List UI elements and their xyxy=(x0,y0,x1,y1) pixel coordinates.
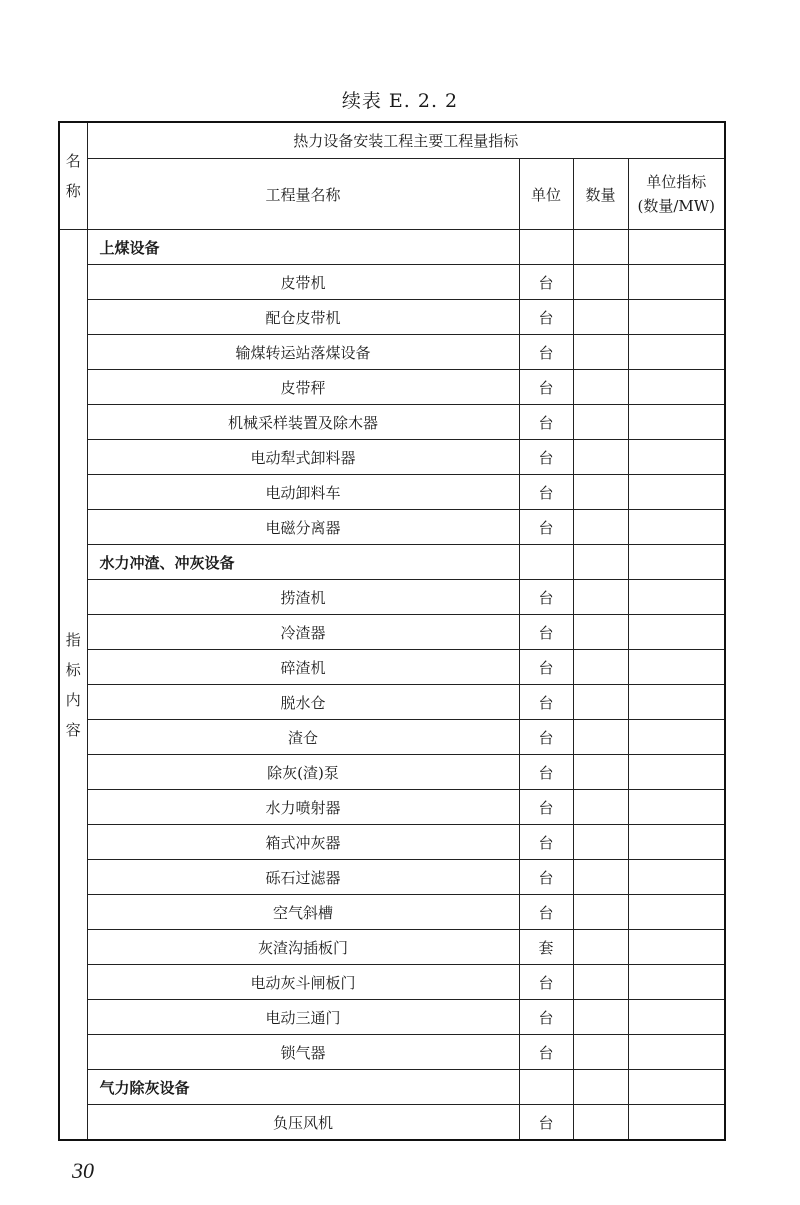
cell-qty xyxy=(573,1105,628,1141)
table-row xyxy=(59,580,725,615)
table-row xyxy=(59,510,725,545)
cell-qty xyxy=(573,230,628,265)
cell-unit: 台 xyxy=(519,440,573,475)
cell-name: 机械采样装置及除木器 xyxy=(87,405,519,440)
cell-name: 脱水仓 xyxy=(87,685,519,720)
cell-name: 水力冲渣、冲灰设备 xyxy=(87,545,519,580)
cell-index xyxy=(628,230,725,265)
cell-name: 皮带机 xyxy=(87,265,519,300)
page-number: 30 xyxy=(72,1158,94,1183)
table-caption: 续表 E. 2. 2 xyxy=(341,90,459,112)
cell-index xyxy=(628,825,725,860)
cell-qty xyxy=(573,370,628,405)
cell-name: 碎渣机 xyxy=(87,650,519,685)
table-row xyxy=(59,720,725,755)
cell-unit xyxy=(519,1070,573,1105)
cell-index xyxy=(628,265,725,300)
table-row xyxy=(59,300,725,335)
cell-name: 砾石过滤器 xyxy=(87,860,519,895)
cell-unit: 台 xyxy=(519,1035,573,1070)
cell-unit xyxy=(519,230,573,265)
side-label-index-content: 指 标 内 容 xyxy=(59,230,87,1141)
cell-unit: 台 xyxy=(519,755,573,790)
cell-qty xyxy=(573,930,628,965)
cell-qty xyxy=(573,475,628,510)
cell-qty xyxy=(573,790,628,825)
engineering-quantity-table xyxy=(58,121,726,1141)
table-row xyxy=(59,790,725,825)
table-row xyxy=(59,265,725,300)
cell-name: 输煤转运站落煤设备 xyxy=(87,335,519,370)
cell-unit: 台 xyxy=(519,965,573,1000)
cell-name: 灰渣沟插板门 xyxy=(87,930,519,965)
cell-unit: 台 xyxy=(519,265,573,300)
cell-unit: 台 xyxy=(519,335,573,370)
cell-name: 水力喷射器 xyxy=(87,790,519,825)
cell-name: 箱式冲灰器 xyxy=(87,825,519,860)
cell-name: 渣仓 xyxy=(87,720,519,755)
table-row xyxy=(59,440,725,475)
cell-unit xyxy=(519,545,573,580)
cell-qty xyxy=(573,335,628,370)
table-row xyxy=(59,335,725,370)
table-row xyxy=(59,685,725,720)
cell-qty xyxy=(573,1070,628,1105)
column-header-name: 工程量名称 xyxy=(87,159,519,230)
cell-qty xyxy=(573,300,628,335)
section-row xyxy=(59,1070,725,1105)
cell-name: 空气斜槽 xyxy=(87,895,519,930)
table-row xyxy=(59,405,725,440)
cell-qty xyxy=(573,545,628,580)
table-row xyxy=(59,1105,725,1141)
cell-unit: 台 xyxy=(519,510,573,545)
cell-name: 电动卸料车 xyxy=(87,475,519,510)
cell-index xyxy=(628,580,725,615)
cell-unit: 台 xyxy=(519,475,573,510)
cell-name: 电动三通门 xyxy=(87,1000,519,1035)
table-row xyxy=(59,650,725,685)
cell-qty xyxy=(573,860,628,895)
cell-name: 除灰(渣)泵 xyxy=(87,755,519,790)
cell-name: 锁气器 xyxy=(87,1035,519,1070)
cell-unit: 套 xyxy=(519,930,573,965)
cell-qty xyxy=(573,1000,628,1035)
cell-index xyxy=(628,440,725,475)
cell-name: 皮带秤 xyxy=(87,370,519,405)
section-row xyxy=(59,545,725,580)
section-row xyxy=(59,230,725,265)
cell-unit: 台 xyxy=(519,685,573,720)
cell-index xyxy=(628,895,725,930)
cell-index xyxy=(628,965,725,1000)
cell-name: 气力除灰设备 xyxy=(87,1070,519,1105)
cell-index xyxy=(628,860,725,895)
cell-index xyxy=(628,405,725,440)
cell-unit: 台 xyxy=(519,790,573,825)
cell-unit: 台 xyxy=(519,580,573,615)
cell-index xyxy=(628,300,725,335)
cell-index xyxy=(628,720,725,755)
cell-unit: 台 xyxy=(519,405,573,440)
cell-index xyxy=(628,545,725,580)
cell-name: 冷渣器 xyxy=(87,615,519,650)
cell-name: 电动犁式卸料器 xyxy=(87,440,519,475)
cell-qty xyxy=(573,615,628,650)
table-row xyxy=(59,615,725,650)
side-header-name: 名 称 xyxy=(59,122,87,230)
cell-qty xyxy=(573,685,628,720)
cell-qty xyxy=(573,965,628,1000)
header-row-columns xyxy=(59,159,725,230)
cell-name: 电磁分离器 xyxy=(87,510,519,545)
cell-index xyxy=(628,370,725,405)
cell-index xyxy=(628,1035,725,1070)
cell-unit: 台 xyxy=(519,650,573,685)
table-row xyxy=(59,755,725,790)
cell-index xyxy=(628,650,725,685)
cell-qty xyxy=(573,580,628,615)
table-row xyxy=(59,370,725,405)
column-header-unit: 单位 xyxy=(519,159,573,230)
column-header-qty: 数量 xyxy=(573,159,628,230)
header-row-title xyxy=(59,122,725,159)
cell-qty xyxy=(573,895,628,930)
table-row xyxy=(59,860,725,895)
cell-index xyxy=(628,615,725,650)
table-row xyxy=(59,475,725,510)
table-title: 热力设备安装工程主要工程量指标 xyxy=(87,122,725,159)
cell-qty xyxy=(573,755,628,790)
cell-index xyxy=(628,1000,725,1035)
cell-qty xyxy=(573,720,628,755)
table-row xyxy=(59,965,725,1000)
table-row xyxy=(59,930,725,965)
cell-qty xyxy=(573,1035,628,1070)
cell-index xyxy=(628,1070,725,1105)
cell-unit: 台 xyxy=(519,825,573,860)
cell-unit: 台 xyxy=(519,860,573,895)
cell-qty xyxy=(573,265,628,300)
table-row xyxy=(59,895,725,930)
cell-index xyxy=(628,755,725,790)
cell-unit: 台 xyxy=(519,370,573,405)
cell-name: 捞渣机 xyxy=(87,580,519,615)
cell-name: 上煤设备 xyxy=(87,230,519,265)
cell-index xyxy=(628,510,725,545)
cell-unit: 台 xyxy=(519,1000,573,1035)
cell-index xyxy=(628,790,725,825)
cell-qty xyxy=(573,510,628,545)
cell-index xyxy=(628,335,725,370)
column-header-index: 单位指标 (数量/MW) xyxy=(628,159,725,230)
cell-index xyxy=(628,475,725,510)
table-row xyxy=(59,1035,725,1070)
cell-index xyxy=(628,685,725,720)
cell-name: 配仓皮带机 xyxy=(87,300,519,335)
table-row xyxy=(59,1000,725,1035)
cell-qty xyxy=(573,825,628,860)
cell-unit: 台 xyxy=(519,300,573,335)
cell-qty xyxy=(573,405,628,440)
cell-name: 负压风机 xyxy=(87,1105,519,1141)
cell-unit: 台 xyxy=(519,1105,573,1141)
cell-index xyxy=(628,1105,725,1141)
cell-unit: 台 xyxy=(519,720,573,755)
cell-unit: 台 xyxy=(519,615,573,650)
cell-name: 电动灰斗闸板门 xyxy=(87,965,519,1000)
cell-index xyxy=(628,930,725,965)
table-row xyxy=(59,825,725,860)
cell-qty xyxy=(573,650,628,685)
cell-unit: 台 xyxy=(519,895,573,930)
cell-qty xyxy=(573,440,628,475)
